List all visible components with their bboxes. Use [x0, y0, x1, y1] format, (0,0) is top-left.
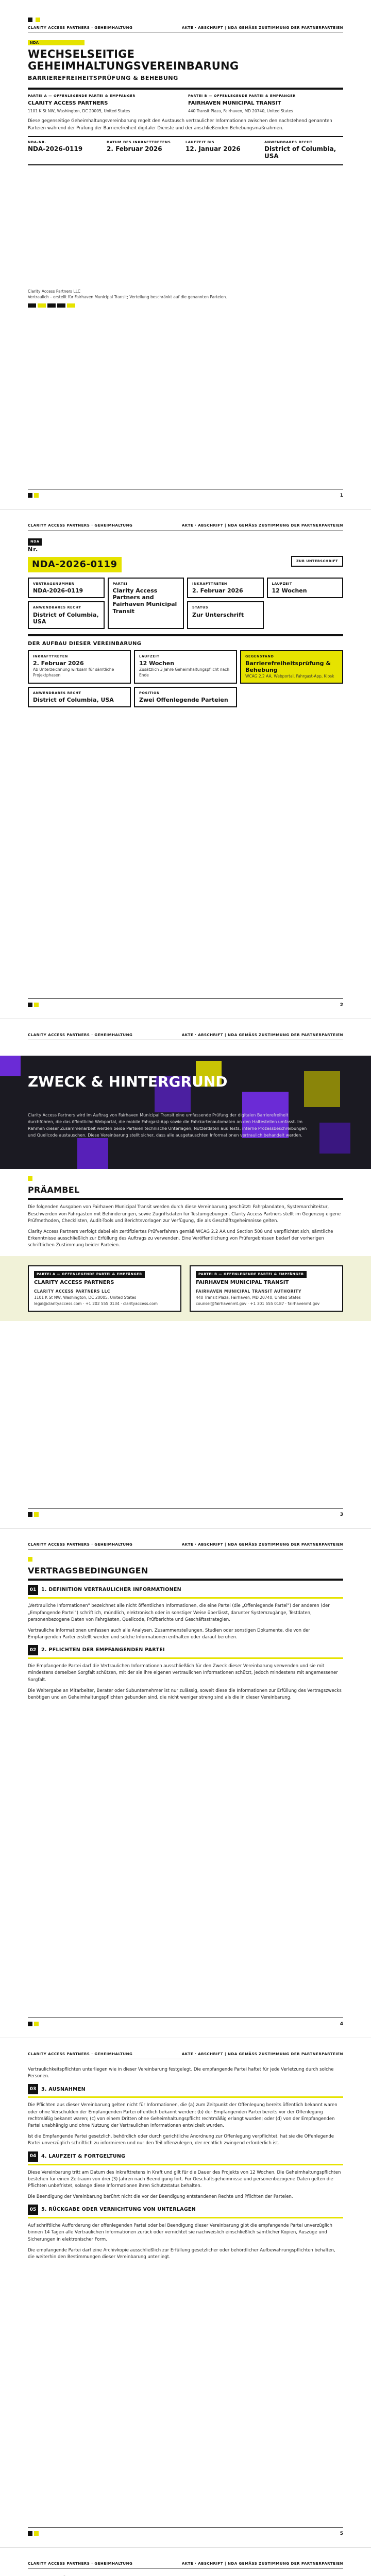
- party-b-card: [190, 1265, 343, 1312]
- preamble-heading: PRÄAMBEL: [28, 1185, 80, 1195]
- section-5-body-2: Die empfangende Partei darf eine Archivkopie ausschließlich zur Erfüllung gesetzlicher oder behördlicher Aufbewahrungspflichten behalten, die weiterhin den Bestimmungen dieser Vereinbarung unterliegt.: [28, 2247, 335, 2260]
- page-2: [0, 510, 371, 1019]
- party-a-label: PARTEI A — OFFENLEGENDE PARTEI & EMPFÄNGER: [28, 94, 136, 98]
- hero-title: ZWECK & HINTERGRUND: [28, 1073, 228, 1091]
- party-a-name: CLARITY ACCESS PARTNERS: [28, 100, 108, 106]
- section-2-header: [28, 1645, 343, 1655]
- page-number: 1: [340, 493, 343, 499]
- card-contact: counsel@fairhavenmt.gov · +1 301 555 0187 · fairhavenmt.gov: [196, 1301, 320, 1306]
- footer-blocks: [28, 1512, 40, 1519]
- runner-left: CLARITY ACCESS PARTNERS · GEHEIMHALTUNG: [28, 2052, 133, 2056]
- runner-right: AKTE · ABSCHRIFT | NDA GEMÄSS ZUSTIMMUNG DER PARTNERPARTEIEN: [181, 1543, 343, 1547]
- section-5-header: [28, 2205, 343, 2215]
- runner-right: AKTE · ABSCHRIFT | NDA GEMÄSS ZUSTIMMUNG DER PARTNERPARTEIEN: [181, 26, 343, 30]
- party-b: [188, 94, 343, 114]
- card-label: PARTEI B — OFFENLEGENDE PARTEI & EMPFÄNGER: [196, 1271, 307, 1278]
- running-header: [28, 25, 343, 33]
- cell-sub: WCAG 2.2 AA, Webportal, Fahrgast-App, Kiosk: [245, 674, 334, 679]
- running-header: [28, 1032, 343, 1040]
- section-title: 3. AUSNAHMEN: [41, 2086, 86, 2092]
- cell-value: District of Columbia, USA: [33, 611, 99, 625]
- section-2-body: Die Empfangende Partei darf die Vertraulichen Informationen ausschließlich für den Zweck dieser Vereinbarung verwenden und sie mit mindestens derselben Sorgfalt schützen, mit der sie ihre eigenen vertraulichen Informationen schützt, jedoch mindestens mit angemessener Sorgfalt.: [28, 1664, 338, 1683]
- hero-banner: [0, 1056, 371, 1169]
- card-label: PARTEI A — OFFENLEGENDE PARTEI & EMPFÄNGER: [34, 1271, 145, 1278]
- bar: [67, 303, 75, 308]
- structure-subject: [240, 650, 343, 684]
- footer-blocks: [28, 2021, 40, 2029]
- meta-row: [28, 136, 343, 165]
- section-underline: [28, 2217, 343, 2218]
- page-3: [0, 1019, 371, 1529]
- runner-left: CLARITY ACCESS PARTNERS · GEHEIMHALTUNG: [28, 2562, 133, 2566]
- cell-value: Barrierefreiheitsprüfung & Behebung: [245, 660, 331, 674]
- page-4: [0, 1529, 371, 2038]
- divider: [28, 88, 343, 90]
- color-blocks: [28, 18, 343, 22]
- party-a-address: 1101 K St NW, Washington, DC 20005, United States: [28, 109, 130, 114]
- section-title: 5. RÜCKGABE ODER VERNICHTUNG VON UNTERLAGEN: [41, 2207, 196, 2213]
- section-title: 2. PFLICHTEN DER EMPFANGENDEN PARTEI: [41, 1647, 165, 1653]
- carryover-paragraph: Vertraulichkeitspflichten unterliegen wie in dieser Vereinbarung festgelegt. Die empfangende Partei haftet für jede Verletzung durch solche Personen.: [28, 2067, 334, 2079]
- cell-value: 2. Februar 2026: [33, 660, 84, 667]
- preamble-paragraph-2: Clarity Access Partners verfolgt dabei ein zertifiziertes Prüfverfahren gemäß WCAG 2.2 AA und Section 508 und verpflichtet sich, sämtliche Erkenntnisse ausschließlich zur Erfüllung des Auftrags zu verwenden. Eine Veröffentlichung von Prüfergebnissen bedarf der vorherigen schriftlichen Zustimmung beider Parteien.: [28, 1229, 333, 1248]
- section-1-header: [28, 1585, 343, 1595]
- card-sub: CLARITY ACCESS PARTNERS LLC: [34, 1289, 110, 1294]
- page-number: 2: [340, 1003, 343, 1008]
- cell-contract-no: [28, 578, 105, 599]
- structure-law: [28, 687, 131, 708]
- cell-value: Clarity Access Partners and Fairhaven Municipal Transit: [112, 587, 177, 615]
- cell-term: [267, 578, 344, 599]
- footer-note: Vertraulich – erstellt für Fairhaven Municipal Transit; Verteilung beschränkt auf die genannten Parteien.: [28, 295, 227, 300]
- deco-square: [0, 1056, 21, 1076]
- party-b-label: PARTEI B — OFFENLEGENDE PARTEI & EMPFÄNGER: [188, 94, 296, 98]
- party-a-card: [28, 1265, 181, 1312]
- page-number: 4: [340, 2022, 343, 2027]
- party-cards-band: [0, 1256, 371, 1321]
- runner-right: AKTE · ABSCHRIFT | NDA GEMÄSS ZUSTIMMUNG DER PARTNERPARTEIEN: [181, 523, 343, 528]
- cell-value: 12 Wochen: [272, 587, 307, 595]
- intro-paragraph: Diese gegenseitige Geheimhaltungsvereinbarung regelt den Austausch vertraulicher Informationen zwischen den nachstehend genannten Parteien während der Prüfung der Barrierefreiheit digitaler Dienste und der anschließenden Behebungsmaßnahmen.: [28, 118, 332, 131]
- footer-blocks: [28, 2531, 40, 2538]
- footer-blocks: [28, 1002, 40, 1010]
- meta-nda-no: [28, 137, 107, 164]
- section-number: 03: [28, 2084, 38, 2094]
- section-number: 01: [28, 1585, 38, 1595]
- meta-effective: [107, 137, 185, 164]
- card-name: FAIRHAVEN MUNICIPAL TRANSIT: [196, 1279, 289, 1285]
- cell-label: GEGENSTAND: [245, 654, 274, 658]
- runner-left: CLARITY ACCESS PARTNERS · GEHEIMHALTUNG: [28, 1543, 133, 1547]
- runner-right: AKTE · ABSCHRIFT | NDA GEMÄSS ZUSTIMMUNG DER PARTNERPARTEIEN: [181, 1033, 343, 1037]
- bar: [28, 303, 36, 308]
- cell-status: [187, 601, 264, 629]
- hero-body: Clarity Access Partners wird im Auftrag von Fairhaven Municipal Transit eine umfassende Prüfung der digitalen Barrierefreiheit durchführen, die das öffentliche Webportal, die mobile Fahrgast-App sowie die Fahrkartenautomaten an den Haltestellen umfasst. Im Rahmen dieser Zusammenarbeit werden beide Parteien technische Unterlagen, Nutzerdaten aus Tests, interne Prozessbeschreibungen und Quellcode austauschen. Diese Vereinbarung stellt sicher, dass alle ausgetauschten Informationen vertraulich behandelt werden.: [28, 1113, 307, 1138]
- structure-heading: DER AUFBAU DIESER VEREINBARUNG: [28, 641, 142, 647]
- cell-value: District of Columbia, USA: [33, 697, 114, 704]
- section-1-body: „Vertrauliche Informationen" bezeichnet alle nicht öffentlichen Informationen, die eine Partei (die „Offenlegende Partei") der anderen (der „Empfangende Partei") schriftlich, mündlich, elektronisch oder in sonstiger Weise überlässt, darunter Systemzugänge, Testdaten, personenbezogene Daten von Fahrgästen, Quellcode, Prüfberichte und Geschäftsstrategien.: [28, 1603, 330, 1622]
- page-number: 5: [340, 2531, 343, 2537]
- party-a: [28, 94, 183, 114]
- cell-sub: Ab Unterzeichnung wirksam für sämtliche Projektphasen: [33, 667, 114, 678]
- footer-company: Clarity Access Partners LLC: [28, 289, 81, 294]
- structure-grid: [28, 650, 343, 708]
- section-3-body: Die Pflichten aus dieser Vereinbarung gelten nicht für Informationen, die (a) zum Zeitpunkt der Offenlegung bereits öffentlich bekannt waren oder ohne Verschulden der Empfangenden Partei öffentlich bekannt werden; (b) der Empfangenden Partei bereits vor der Offenlegung rechtmäßig bekannt waren; (c) von einem Dritten ohne Geheimhaltungspflicht rechtmäßig erlangt wurden; oder (d) von der Empfangenden Partei unabhängig und ohne Nutzung der Vertraulichen Informationen entwickelt wurden.: [28, 2103, 338, 2128]
- document-title: WECHSELSEITIGE GEHEIMHALTUNGSVEREINBARUNG: [28, 48, 239, 73]
- meta-label: NDA-NR.: [28, 140, 46, 144]
- page-footer: [28, 998, 343, 1010]
- section-5-body: Auf schriftliche Aufforderung der offenlegenden Partei oder bei Beendigung dieser Vereinbarung gibt die empfangende Partei unverzüglich binnen 14 Tagen alle Vertraulichen Informationen zurück oder vernichtet sie nachweislich einschließlich sämtlicher Kopien, Auszüge und Sicherungen in elektronischer Form.: [28, 2223, 332, 2242]
- card-address: 1101 K St NW, Washington, DC 20005, United States: [34, 1295, 137, 1300]
- section-3-header: [28, 2084, 343, 2094]
- footer-bars: [28, 303, 244, 308]
- section-title: 1. DEFINITION VERTRAULICHER INFORMATIONEN: [41, 1587, 181, 1593]
- page-footer: [28, 489, 343, 500]
- page-1: [0, 0, 371, 510]
- document-subtitle: BARRIEREFREIHEITSPRÜFUNG & BEHEBUNG: [28, 75, 178, 82]
- bar: [47, 303, 56, 308]
- runner-right: AKTE · ABSCHRIFT | NDA GEMÄSS ZUSTIMMUNG DER PARTNERPARTEIEN: [181, 2562, 343, 2566]
- block: [36, 18, 40, 22]
- page-footer: [28, 1508, 343, 1519]
- cell-value: Zwei Offenlegende Parteien: [139, 697, 228, 704]
- meta-value: NDA-2026-0119: [28, 145, 83, 153]
- section-title: 4. LAUFZEIT & FORTGELTUNG: [41, 2153, 126, 2159]
- divider: [28, 1579, 343, 1581]
- divider: [28, 1198, 343, 1200]
- meta-value: District of Columbia, USA: [264, 145, 336, 160]
- section-underline: [28, 2096, 343, 2098]
- section-underline: [28, 1597, 343, 1599]
- running-header: [28, 2561, 343, 2569]
- meta-term: [185, 137, 264, 164]
- page-6: [0, 2548, 371, 2576]
- cell-label: INKRAFTTRETEN: [33, 654, 68, 658]
- card-contact: legal@clarityaccess.com · +1 202 555 0134 · clarityaccess.com: [34, 1301, 158, 1306]
- bar: [38, 303, 46, 308]
- section-1-body-2: Vertrauliche Informationen umfassen auch alle Analysen, Zusammenstellungen, Studien oder sonstigen Dokumente, die von der Empfangenden Partei erstellt werden und solche Informationen enthalten oder darauf beruhen.: [28, 1628, 310, 1640]
- page-5: [0, 2038, 371, 2548]
- section-number: 04: [28, 2151, 38, 2162]
- doc-number: NDA-2026-0119: [28, 557, 122, 572]
- bar: [57, 303, 65, 308]
- section-number: 02: [28, 1645, 38, 1655]
- cell-label: STATUS: [192, 605, 209, 610]
- running-header: [28, 523, 343, 531]
- block: [28, 18, 32, 22]
- section-3-body-2: Ist die Empfangende Partei gesetzlich, behördlich oder durch gerichtliche Anordnung zur Offenlegung verpflichtet, hat sie die Offenlegende Partei unverzüglich schriftlich zu informieren und nur den Teil offenzulegen, der rechtlich zwingend erforderlich ist.: [28, 2134, 334, 2146]
- sign-status-button[interactable]: ZUR UNTERSCHRIFT: [291, 556, 343, 567]
- parties: [28, 94, 343, 114]
- page-footer: [28, 2018, 343, 2029]
- card-sub: FAIRHAVEN MUNICIPAL TRANSIT AUTHORITY: [196, 1289, 301, 1294]
- meta-law: [264, 137, 343, 164]
- structure-effective: [28, 650, 131, 684]
- section-2-body-2: Die Weitergabe an Mitarbeiter, Berater oder Subunternehmer ist nur zulässig, soweit diese die Informationen zur Erfüllung des Vertragszwecks benötigen und an Geheimhaltungspflichten gebunden sind, die nicht weniger streng sind als die in dieser Vereinbarung.: [28, 1688, 342, 1700]
- cell-label: POSITION: [139, 690, 160, 695]
- section-underline: [28, 2164, 343, 2165]
- meta-value: 2. Februar 2026: [107, 145, 162, 153]
- cell-label: LAUFZEIT: [272, 581, 292, 586]
- nda-tag: NDA: [28, 538, 42, 545]
- deco-square: [77, 1138, 108, 1169]
- cell-value: 2. Februar 2026: [192, 587, 243, 595]
- cell-value: Zur Unterschrift: [192, 611, 244, 618]
- running-header: [28, 2052, 343, 2059]
- divider: [28, 634, 343, 636]
- section-4-header: [28, 2151, 343, 2162]
- deco-square: [304, 1071, 340, 1107]
- meta-label: LAUFZEIT BIS: [185, 140, 215, 144]
- cell-law: [28, 601, 105, 629]
- cell-label: INKRAFTTRETEN: [192, 581, 227, 586]
- party-b-name: FAIRHAVEN MUNICIPAL TRANSIT: [188, 100, 281, 106]
- cell-label: ANWENDBARES RECHT: [33, 690, 81, 695]
- cell-label: VERTRAGSNUMMER: [33, 581, 75, 586]
- structure-term: [134, 650, 237, 684]
- runner-left: CLARITY ACCESS PARTNERS · GEHEIMHALTUNG: [28, 26, 133, 30]
- meta-value: 12. Januar 2026: [185, 145, 241, 153]
- cell-label: LAUFZEIT: [139, 654, 160, 658]
- section-underline: [28, 1657, 343, 1659]
- card-address: 440 Transit Plaza, Fairhaven, MD 20740, United States: [196, 1295, 301, 1300]
- section-4-body: Diese Vereinbarung tritt am Datum des Inkrafttretens in Kraft und gilt für die Dauer des Projekts von 12 Wochen. Die Geheimhaltungspflichten bestehen für einen Zeitraum von drei (3) Jahren nach Beendigung fort. Für Geschäftsgeheimnisse und personenbezogene Daten gelten die Pflichten unbefristet, solange diese Informationen ihren Schutzstatus behalten.: [28, 2170, 341, 2189]
- cell-value: NDA-2026-0119: [33, 587, 83, 595]
- page-number: 3: [340, 1512, 343, 1518]
- deco-square: [319, 1123, 350, 1154]
- runner-left: CLARITY ACCESS PARTNERS · GEHEIMHALTUNG: [28, 1033, 133, 1037]
- summary-grid: [28, 578, 343, 629]
- meta-label: DATUM DES INKRAFTTRETENS: [107, 140, 171, 144]
- preamble-paragraph-1: Die folgenden Ausgaben von Fairhaven Municipal Transit werden durch diese Vereinbarung geschützt: Fahrplandaten, Systemarchitektur, Beschwerden von Fahrgästen mit Behinderungen, sowie Zugriffsdaten für Testumgebungen. Clarity Access Partners stellt im Gegenzug eigene Prüfmethoden, Checklisten, Audit-Tools und Berichtsvorlagen zur Verfügung, die als Geschäftsgeheimnisse gelten.: [28, 1205, 341, 1224]
- cell-sub: Zusätzlich 3 Jahre Geheimhaltungspflicht nach Ende: [139, 667, 230, 678]
- runner-left: CLARITY ACCESS PARTNERS · GEHEIMHALTUNG: [28, 523, 133, 528]
- section-number: 05: [28, 2205, 38, 2215]
- footer-blocks: [28, 493, 40, 500]
- cell-party: [108, 578, 184, 629]
- doc-number-label: Nr.: [28, 546, 39, 553]
- terms-heading: VERTRAGSBEDINGUNGEN: [28, 1566, 148, 1576]
- card-name: CLARITY ACCESS PARTNERS: [34, 1279, 114, 1285]
- party-b-address: 440 Transit Plaza, Fairhaven, MD 20740, United States: [188, 109, 293, 114]
- cell-label: ANWENDBARES RECHT: [33, 605, 81, 610]
- section-4-body-2: Die Beendigung der Vereinbarung berührt nicht die vor der Beendigung entstandenen Rechte und Pflichten der Parteien.: [28, 2194, 293, 2200]
- structure-position: [134, 687, 237, 708]
- page-footer: [28, 2527, 343, 2538]
- meta-label: ANWENDBARES RECHT: [264, 140, 313, 144]
- cell-label: PARTEI: [112, 581, 128, 586]
- running-header: [28, 1542, 343, 1550]
- tag-bar: NDA: [28, 40, 85, 45]
- cell-effective: [187, 578, 264, 599]
- runner-right: AKTE · ABSCHRIFT | NDA GEMÄSS ZUSTIMMUNG DER PARTNERPARTEIEN: [181, 2052, 343, 2056]
- cell-value: 12 Wochen: [139, 660, 175, 667]
